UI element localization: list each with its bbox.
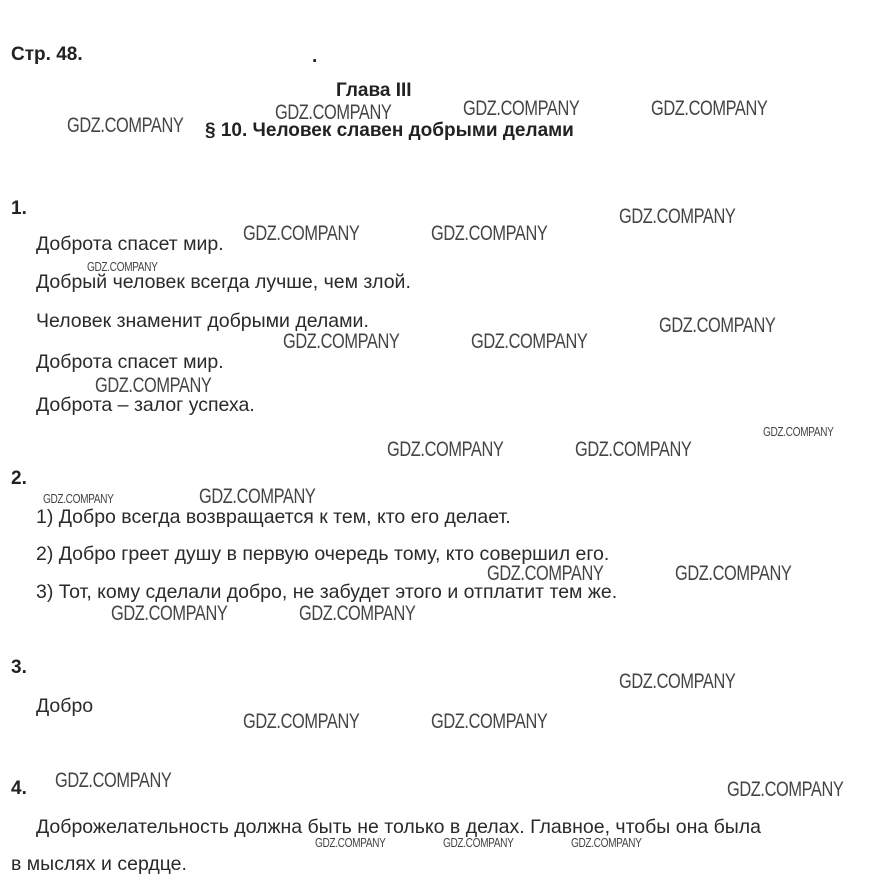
answer-line: Доброта спасет мир. xyxy=(36,233,224,255)
watermark: GDZ.COMPANY xyxy=(471,330,588,353)
answer-line: Добро xyxy=(36,695,94,717)
answer-line: 1) Добро всегда возвращается к тем, кто его делает. xyxy=(36,506,511,528)
watermark: GDZ.COMPANY xyxy=(619,205,736,228)
answer-line: в мыслях и сердце. xyxy=(11,853,187,875)
watermark: GDZ.COMPANY xyxy=(651,97,768,120)
watermark: GDZ.COMPANY xyxy=(299,602,416,625)
watermark: GDZ.COMPANY xyxy=(463,97,580,120)
task-number: 4. xyxy=(11,778,27,799)
watermark: GDZ.COMPANY xyxy=(43,491,114,506)
answer-line: Доброжелательность должна быть не только в делах. Главное, чтобы она была xyxy=(36,816,762,838)
answer-line: Доброта – залог успеха. xyxy=(36,394,255,416)
answer-line: Добрый человек всегда лучше, чем злой. xyxy=(36,271,411,293)
chapter-title: Глава III xyxy=(336,80,412,101)
watermark: GDZ.COMPANY xyxy=(575,438,692,461)
watermark: GDZ.COMPANY xyxy=(571,835,642,850)
watermark: GDZ.COMPANY xyxy=(275,101,392,124)
watermark: GDZ.COMPANY xyxy=(315,835,386,850)
watermark: GDZ.COMPANY xyxy=(55,769,172,792)
watermark: GDZ.COMPANY xyxy=(431,710,548,733)
watermark: GDZ.COMPANY xyxy=(487,562,604,585)
section-title: § 10. Человек славен добрыми делами xyxy=(205,120,574,141)
watermark: GDZ.COMPANY xyxy=(619,670,736,693)
watermark: GDZ.COMPANY xyxy=(675,562,792,585)
watermark: GDZ.COMPANY xyxy=(283,330,400,353)
task-number: 1. xyxy=(11,198,27,219)
watermark: GDZ.COMPANY xyxy=(763,424,834,439)
watermark: GDZ.COMPANY xyxy=(243,710,360,733)
watermark: GDZ.COMPANY xyxy=(67,114,184,137)
watermark: GDZ.COMPANY xyxy=(111,602,228,625)
stray-dot: . xyxy=(312,46,318,67)
watermark: GDZ.COMPANY xyxy=(727,778,844,801)
answer-line: 3) Тот, кому сделали добро, не забудет этого и отплатит тем же. xyxy=(36,581,618,603)
watermark: GDZ.COMPANY xyxy=(95,374,212,397)
answer-line: Доброта спасет мир. xyxy=(36,351,224,373)
watermark: GDZ.COMPANY xyxy=(443,835,514,850)
watermark: GDZ.COMPANY xyxy=(431,222,548,245)
watermark: GDZ.COMPANY xyxy=(199,485,316,508)
task-number: 2. xyxy=(11,468,27,489)
task-number: 3. xyxy=(11,657,27,678)
watermark: GDZ.COMPANY xyxy=(659,314,776,337)
watermark: GDZ.COMPANY xyxy=(87,259,158,274)
watermark: GDZ.COMPANY xyxy=(243,222,360,245)
watermark: GDZ.COMPANY xyxy=(387,438,504,461)
answer-line: 2) Добро греет душу в первую очередь тому, кто совершил его. xyxy=(36,543,610,565)
answer-line: Человек знаменит добрыми делами. xyxy=(36,310,369,332)
page-reference: Стр. 48. xyxy=(11,44,83,65)
